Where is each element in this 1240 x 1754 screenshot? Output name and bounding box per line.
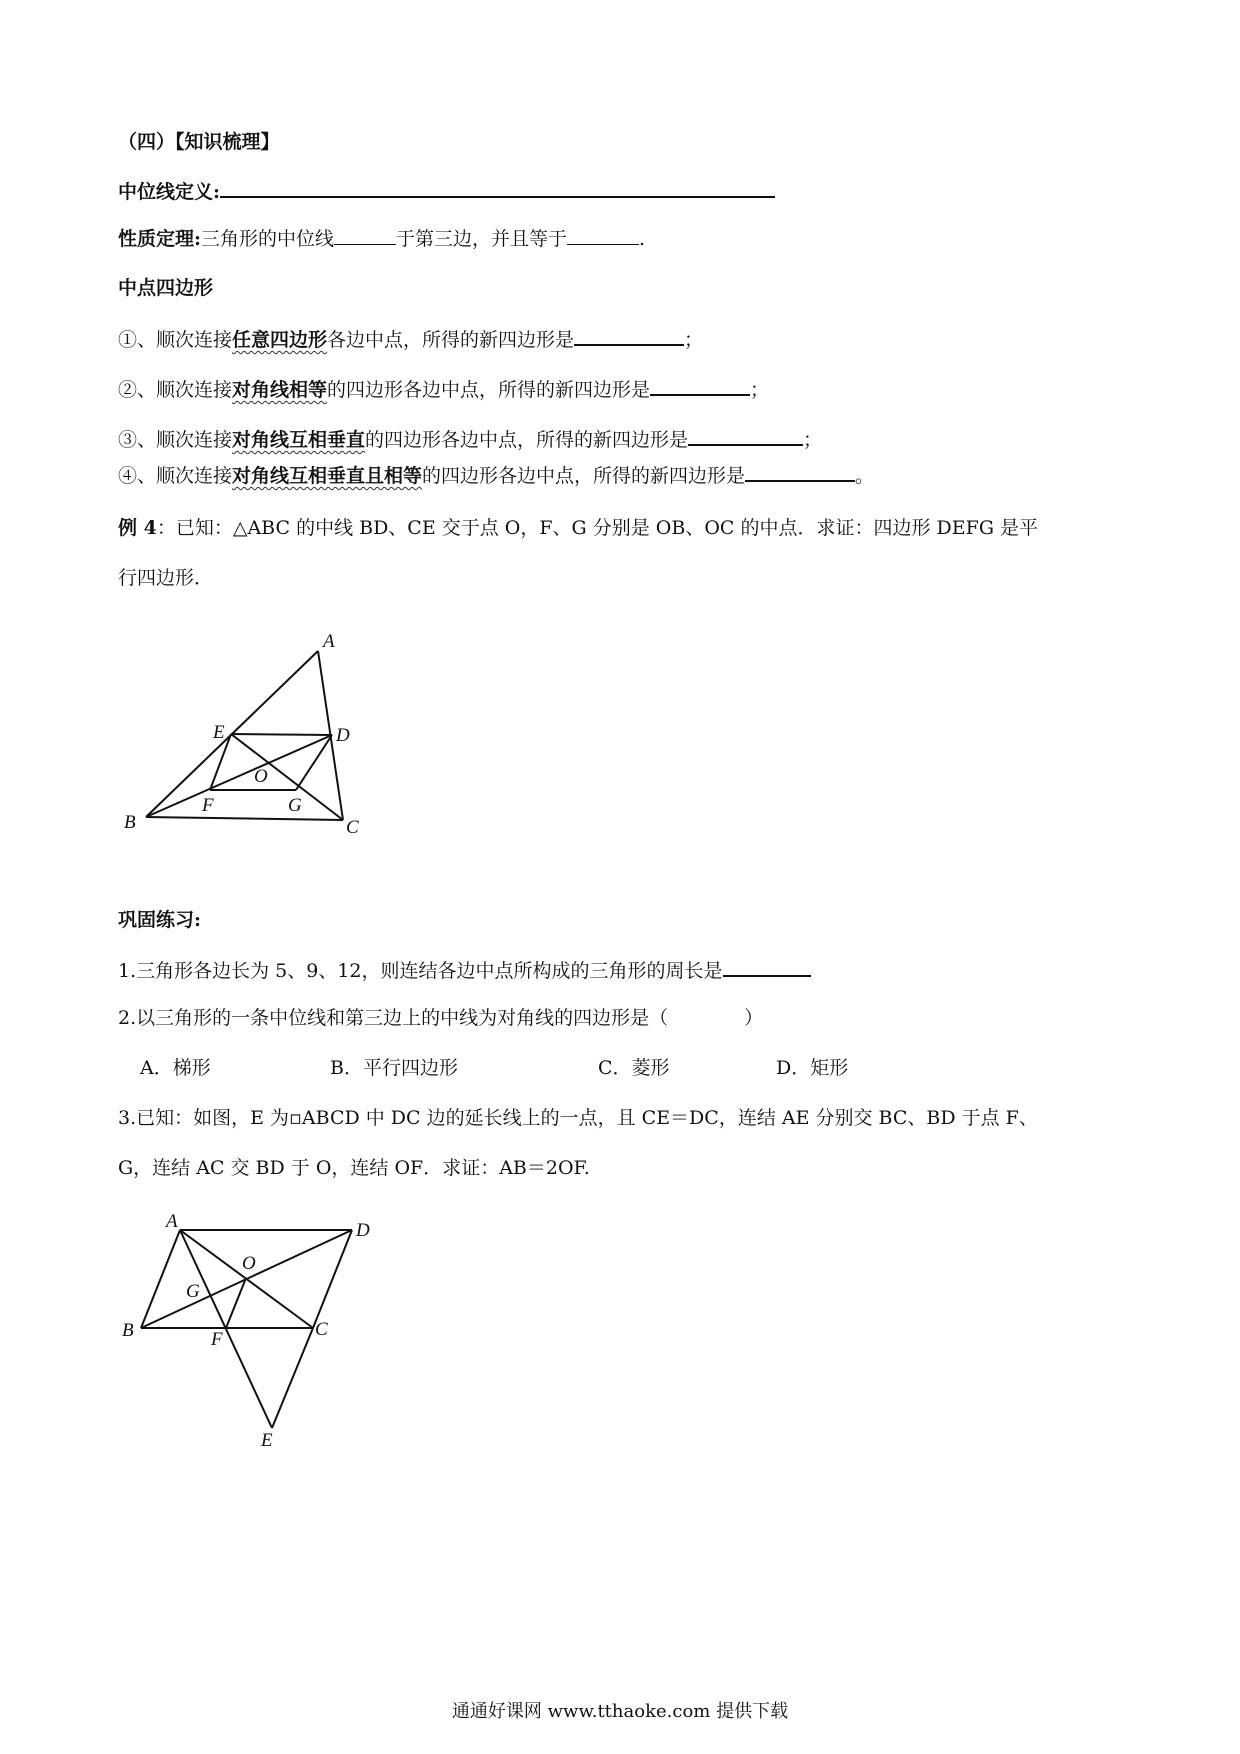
item-text: 的四边形各边中点，所得的新四边形是	[422, 465, 746, 487]
item-number: ①、顺次连接	[118, 329, 233, 351]
theorem-label: 性质定理:	[118, 228, 202, 250]
item-end: ；	[750, 379, 770, 401]
q2-option-b[interactable]: B．平行四边形	[330, 1057, 458, 1079]
section-title: （四）【知识梳理】	[118, 131, 280, 153]
midpoint-quad-title: 中点四边形	[118, 277, 214, 299]
item-end: 。	[855, 465, 875, 487]
example4-label: 例 4	[118, 517, 157, 539]
segment-of	[226, 1278, 246, 1328]
practice-q3-line1: 3.已知：如图，E 为▫ABCD 中 DC 边的延长线上的一点，且 CE＝DC，连结 AE 分别交 BC、BD 于点 F、	[118, 1107, 1038, 1129]
q2-option-c[interactable]: C．菱形	[598, 1057, 670, 1079]
label-c: C	[315, 1319, 328, 1340]
label-o: O	[254, 766, 268, 787]
label-g: G	[288, 795, 302, 816]
theorem-text1: 三角形的中位线	[201, 228, 335, 250]
practice-title: 巩固练习:	[118, 909, 202, 931]
example4-text: ：已知：△ABC 的中线 BD、CE 交于点 O，F、G 分别是 OB、OC 的中点．求证：四边形 DEFG 是平	[156, 517, 1039, 539]
item-number: ④、顺次连接	[118, 465, 233, 487]
label-e: E	[213, 722, 225, 743]
label-e: E	[261, 1430, 273, 1451]
q1-text: 1.三角形各边长为 5、9、12，则连结各边中点所构成的三角形的周长是	[118, 960, 723, 982]
theorem-end: .	[639, 228, 646, 250]
item-keyword: 对角线互相垂直	[232, 429, 366, 451]
label-d: D	[356, 1220, 370, 1241]
example4-line2: 行四边形．	[118, 567, 214, 589]
label-a: A	[323, 631, 335, 652]
definition-label: 中位线定义:	[118, 181, 221, 203]
label-g: G	[186, 1281, 200, 1302]
item-text: 的四边形各边中点，所得的新四边形是	[327, 379, 651, 401]
label-b: B	[124, 812, 136, 833]
label-b: B	[122, 1320, 134, 1341]
theorem-text2: 于第三边，并且等于	[396, 228, 568, 250]
practice-q3-line2: G，连结 AC 交 BD 于 O，连结 OF．求证：AB＝2OF.	[118, 1157, 590, 1179]
label-c: C	[346, 817, 359, 838]
footer: 通通好课网 www.tthaoke.com 提供下载	[451, 1701, 789, 1722]
segment-ce	[272, 1328, 313, 1428]
q2-option-a[interactable]: A．梯形	[140, 1057, 211, 1079]
item-end: ；	[803, 429, 823, 451]
item-text: 各边中点，所得的新四边形是	[327, 329, 575, 351]
item-text: 的四边形各边中点，所得的新四边形是	[365, 429, 689, 451]
item-keyword: 任意四边形	[232, 329, 328, 351]
item-keyword: 对角线相等	[232, 379, 328, 401]
item-number: ③、顺次连接	[118, 429, 233, 451]
label-o: O	[242, 1253, 256, 1274]
label-f: F	[202, 795, 214, 816]
practice-q2: 2.以三角形的一条中位线和第三边上的中线为对角线的四边形是（ ）	[118, 1007, 764, 1029]
item-end: ；	[684, 329, 704, 351]
label-a: A	[166, 1211, 178, 1232]
label-f: F	[211, 1329, 223, 1350]
q2-option-d[interactable]: D．矩形	[776, 1057, 849, 1079]
item-keyword: 对角线互相垂直且相等	[232, 465, 423, 487]
label-d: D	[336, 725, 350, 746]
item-number: ②、顺次连接	[118, 379, 233, 401]
